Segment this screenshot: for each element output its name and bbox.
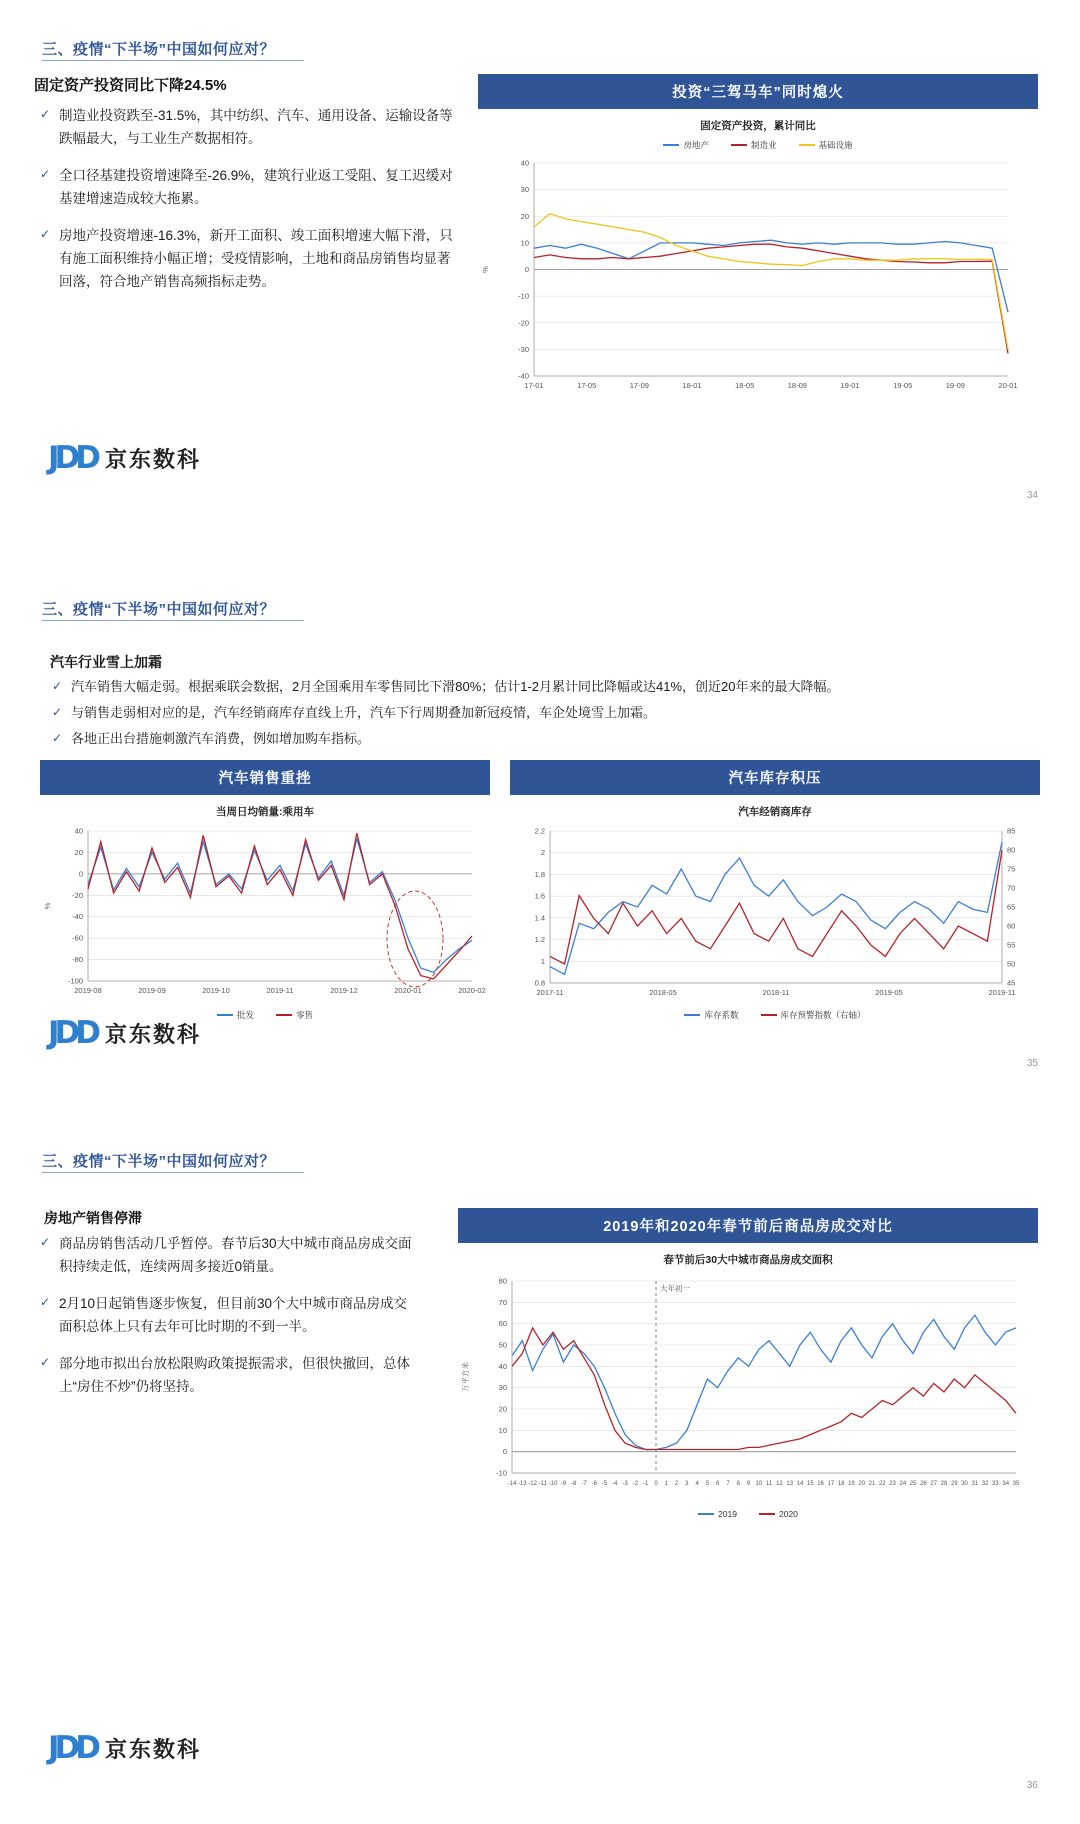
brand-logo	[48, 1730, 201, 1766]
svg-text:60: 60	[1007, 921, 1016, 931]
svg-text:2018-11: 2018-11	[762, 988, 790, 997]
svg-text:-80: -80	[72, 955, 83, 965]
svg-text:0.8: 0.8	[534, 978, 545, 988]
svg-text:1: 1	[540, 956, 545, 966]
legend-item: 库存系数	[684, 1009, 738, 1021]
svg-text:16: 16	[817, 1481, 824, 1487]
svg-text:4: 4	[695, 1481, 699, 1487]
svg-text:-100: -100	[67, 976, 83, 986]
svg-text:-20: -20	[72, 890, 83, 900]
svg-text:-8: -8	[571, 1481, 577, 1487]
page-number: 34	[1026, 490, 1038, 501]
svg-text:70: 70	[1007, 883, 1016, 893]
svg-text:8: 8	[736, 1481, 740, 1487]
svg-text:0: 0	[524, 265, 529, 274]
svg-text:-40: -40	[518, 371, 529, 381]
bullet-list	[52, 676, 1012, 754]
svg-text:21: 21	[868, 1481, 876, 1487]
slide-36	[0, 1080, 1080, 1824]
svg-text:55: 55	[1007, 940, 1016, 950]
svg-text:80: 80	[1007, 845, 1016, 855]
jdd-mark: JDD	[48, 1015, 96, 1051]
svg-text:70: 70	[498, 1297, 507, 1307]
svg-text:60: 60	[498, 1319, 507, 1329]
lead-text: 固定资产投资同比下降24.5%	[34, 77, 227, 94]
svg-text:-4: -4	[612, 1481, 618, 1487]
chart-subtitle: 当周日均销量:乘用车	[216, 806, 314, 818]
svg-text:35: 35	[1012, 1481, 1020, 1487]
svg-text:32: 32	[981, 1481, 989, 1487]
svg-text:17: 17	[827, 1481, 835, 1487]
svg-text:12: 12	[776, 1481, 783, 1487]
svg-text:1.4: 1.4	[534, 913, 545, 923]
list-item: ✓ 商品房销售活动几乎暂停。春节后30大中城市商品房成交面积持续走低，连续两周多接近0销量。	[40, 1232, 420, 1278]
svg-text:80: 80	[498, 1276, 507, 1286]
list-item: ✓ 与销售走弱相对应的是，汽车经销商库存直线上升，汽车下行周期叠加新冠疫情，车企处境雪上加霜。	[52, 702, 1012, 724]
svg-text:19-09: 19-09	[945, 381, 965, 390]
svg-text:17-01: 17-01	[524, 381, 544, 390]
chart-title: 汽车销售重挫	[40, 760, 490, 795]
legend-item: 2020	[759, 1509, 798, 1519]
svg-text:19-01: 19-01	[840, 381, 860, 390]
check-icon: ✓	[40, 227, 51, 241]
legend-item: 批发	[217, 1009, 254, 1021]
svg-text:0: 0	[654, 1481, 658, 1487]
svg-text:26: 26	[920, 1481, 927, 1487]
svg-text:10: 10	[498, 1425, 507, 1435]
svg-text:2: 2	[540, 848, 545, 858]
svg-text:18-05: 18-05	[735, 381, 755, 390]
svg-text:85: 85	[1007, 826, 1016, 836]
check-icon: ✓	[40, 167, 51, 181]
svg-text:20: 20	[858, 1481, 866, 1487]
svg-text:20: 20	[520, 211, 529, 221]
legend-item: 零售	[276, 1009, 313, 1021]
svg-text:30: 30	[961, 1481, 968, 1487]
svg-text:50: 50	[1007, 959, 1016, 969]
svg-text:2020-01: 2020-01	[394, 986, 422, 995]
list-item: ✓ 全口径基建投资增速降至-26.9%，建筑行业返工受阻、复工迟缓对基建增速造成较大拖累。	[40, 164, 460, 210]
svg-text:1.8: 1.8	[534, 869, 545, 879]
svg-text:18: 18	[837, 1481, 845, 1487]
svg-text:2018-05: 2018-05	[649, 988, 677, 997]
chart-subtitle: 汽车经销商库存	[738, 806, 812, 818]
chart-canvas	[40, 819, 490, 1009]
svg-text:0: 0	[78, 869, 83, 879]
chart-legend	[458, 1509, 1038, 1519]
title-underline	[42, 60, 304, 61]
check-icon: ✓	[40, 1355, 51, 1369]
lead-text: 房地产销售停滞	[44, 1210, 142, 1226]
chart-title: 2019年和2020年春节前后商品房成交对比	[458, 1208, 1038, 1243]
svg-text:-13: -13	[517, 1481, 527, 1487]
chart-title: 投资“三驾马车”同时熄火	[478, 74, 1038, 109]
bullet-list	[40, 1232, 420, 1412]
svg-text:万平方米: 万平方米	[461, 1362, 470, 1392]
svg-text:-30: -30	[518, 344, 529, 354]
check-icon: ✓	[40, 107, 51, 121]
svg-text:2019-11: 2019-11	[266, 986, 294, 995]
chart-legend	[478, 139, 1038, 151]
svg-text:2019-10: 2019-10	[202, 986, 230, 995]
chart-subtitle: 固定资产投资，累计同比	[700, 120, 816, 132]
svg-text:-6: -6	[591, 1481, 597, 1487]
svg-text:3: 3	[685, 1481, 689, 1487]
svg-text:13: 13	[786, 1481, 794, 1487]
svg-text:10: 10	[520, 238, 529, 248]
svg-text:2019-09: 2019-09	[138, 986, 166, 995]
svg-text:1.6: 1.6	[534, 891, 545, 901]
check-icon: ✓	[52, 705, 63, 719]
svg-text:-10: -10	[518, 291, 529, 301]
chart-canvas	[458, 1267, 1038, 1507]
svg-text:-10: -10	[548, 1481, 558, 1487]
svg-text:19: 19	[848, 1481, 855, 1487]
page-title: 三、疫情“下半场”中国如何应对？	[42, 601, 276, 618]
chart-title: 汽车库存积压	[510, 760, 1040, 795]
page-title: 三、疫情“下半场”中国如何应对？	[42, 1153, 276, 1170]
jdd-mark: JDD	[48, 440, 96, 476]
svg-text:28: 28	[940, 1481, 948, 1487]
svg-text:29: 29	[950, 1481, 958, 1487]
legend-item: 基础设施	[799, 139, 853, 151]
svg-text:2020-02: 2020-02	[458, 986, 486, 995]
svg-text:22: 22	[878, 1481, 886, 1487]
svg-text:75: 75	[1007, 864, 1016, 874]
page-number: 35	[1026, 1058, 1038, 1069]
title-underline	[42, 1172, 304, 1173]
svg-text:34: 34	[1002, 1481, 1010, 1487]
svg-text:-14: -14	[507, 1481, 517, 1487]
chart-auto-inventory	[510, 760, 1040, 1021]
svg-text:-40: -40	[72, 912, 83, 922]
legend-item: 制造业	[731, 139, 777, 151]
svg-text:33: 33	[992, 1481, 999, 1487]
svg-text:31: 31	[971, 1481, 979, 1487]
svg-text:0: 0	[502, 1447, 507, 1457]
list-item: ✓ 制造业投资跌至-31.5%，其中纺织、汽车、通用设备、运输设备等跌幅最大，与工业生产数据相符。	[40, 104, 460, 150]
svg-text:-7: -7	[581, 1481, 587, 1487]
svg-text:10: 10	[755, 1481, 763, 1487]
chart-legend	[510, 1009, 1040, 1021]
chart-subtitle: 春节前后30大中城市商品房成交面积	[663, 1254, 833, 1266]
list-item: ✓ 2月10日起销售逐步恢复，但目前30个大中城市商品房成交面积总体上只有去年可比时期的不到一半。	[40, 1292, 420, 1338]
svg-text:40: 40	[74, 826, 83, 836]
chart-property-sales	[458, 1208, 1038, 1519]
brand-name: 京东数科	[105, 1736, 202, 1762]
svg-text:9: 9	[746, 1481, 751, 1487]
legend-item: 房地产	[663, 139, 709, 151]
svg-text:20-01: 20-01	[998, 381, 1018, 390]
svg-text:-60: -60	[72, 933, 83, 943]
svg-text:大年初一: 大年初一	[660, 1284, 690, 1293]
svg-text:23: 23	[889, 1481, 896, 1487]
svg-text:-9: -9	[560, 1481, 567, 1487]
brand-logo	[48, 1015, 201, 1051]
svg-text:17-05: 17-05	[577, 381, 597, 390]
svg-text:2: 2	[674, 1481, 679, 1487]
svg-text:1: 1	[664, 1481, 668, 1487]
svg-text:20: 20	[498, 1404, 507, 1414]
svg-text:5: 5	[705, 1481, 710, 1487]
chart-canvas	[478, 151, 1038, 406]
svg-text:11: 11	[766, 1481, 773, 1487]
svg-text:15: 15	[806, 1481, 814, 1487]
slide-34	[0, 0, 1080, 560]
svg-text:18-09: 18-09	[787, 381, 807, 390]
svg-text:-20: -20	[518, 318, 529, 328]
svg-text:18-01: 18-01	[682, 381, 702, 390]
svg-text:17-09: 17-09	[629, 381, 649, 390]
legend-item: 库存预警指数（右轴）	[761, 1009, 866, 1021]
svg-text:2017-11: 2017-11	[536, 988, 564, 997]
svg-text:%: %	[481, 266, 490, 273]
svg-text:-2: -2	[632, 1481, 639, 1487]
svg-text:40: 40	[520, 158, 529, 168]
svg-text:-1: -1	[643, 1481, 649, 1487]
check-icon: ✓	[40, 1295, 51, 1309]
svg-text:30: 30	[498, 1383, 507, 1393]
svg-text:2019-11: 2019-11	[988, 988, 1016, 997]
svg-text:%: %	[43, 902, 52, 910]
chart-auto-sales	[40, 760, 490, 1021]
chart-fixed-asset-investment	[478, 74, 1038, 406]
brand-name: 京东数科	[105, 1021, 202, 1047]
list-item: ✓ 汽车销售大幅走弱。根据乘联会数据，2月全国乘用车零售同比下滑80%；估计1-2月累计同比降幅或达41%，创近20年来的最大降幅。	[52, 676, 1012, 698]
svg-text:2019-12: 2019-12	[330, 986, 358, 995]
legend-item: 2019	[698, 1509, 737, 1519]
svg-text:19-05: 19-05	[893, 381, 913, 390]
lead-text: 汽车行业雪上加霜	[50, 654, 162, 670]
svg-text:-3: -3	[622, 1481, 628, 1487]
svg-text:6: 6	[716, 1481, 720, 1487]
svg-text:2019-08: 2019-08	[74, 986, 102, 995]
svg-text:-5: -5	[601, 1481, 608, 1487]
chart-canvas	[510, 819, 1040, 1009]
svg-text:65: 65	[1007, 902, 1016, 912]
bullet-list	[40, 104, 460, 307]
svg-text:7: 7	[726, 1481, 730, 1487]
list-item: ✓ 部分地市拟出台放松限购政策提振需求，但很快撤回，总体上“房住不炒”仍将坚持。	[40, 1352, 420, 1398]
check-icon: ✓	[52, 679, 63, 693]
check-icon: ✓	[40, 1235, 51, 1249]
svg-text:27: 27	[930, 1481, 938, 1487]
svg-text:-12: -12	[528, 1481, 537, 1487]
title-underline	[42, 620, 304, 621]
svg-text:1.2: 1.2	[534, 935, 545, 945]
brand-name: 京东数科	[105, 446, 202, 472]
svg-text:40: 40	[498, 1361, 507, 1371]
svg-text:14: 14	[796, 1481, 804, 1487]
svg-text:-11: -11	[538, 1481, 547, 1487]
list-item: ✓ 房地产投资增速-16.3%，新开工面积、竣工面积增速大幅下滑，只有施工面积维持小幅正增；受疫情影响，土地和商品房销售均显著回落，符合地产销售高频指标走势。	[40, 224, 460, 293]
svg-text:2019-05: 2019-05	[875, 988, 903, 997]
svg-text:50: 50	[498, 1340, 507, 1350]
slide-35	[0, 560, 1080, 1080]
list-item: ✓ 各地正出台措施刺激汽车消费，例如增加购车指标。	[52, 728, 1012, 750]
svg-text:30: 30	[520, 185, 529, 195]
svg-text:20: 20	[74, 847, 83, 857]
svg-text:25: 25	[909, 1481, 917, 1487]
brand-logo	[48, 440, 201, 476]
svg-text:45: 45	[1007, 978, 1016, 988]
check-icon: ✓	[52, 731, 63, 745]
page-number: 36	[1026, 1780, 1038, 1791]
page-title: 三、疫情“下半场”中国如何应对？	[42, 41, 276, 58]
jdd-mark: JDD	[48, 1730, 96, 1766]
svg-text:24: 24	[899, 1481, 907, 1487]
svg-text:-10: -10	[496, 1468, 507, 1478]
svg-text:2.2: 2.2	[534, 826, 545, 836]
